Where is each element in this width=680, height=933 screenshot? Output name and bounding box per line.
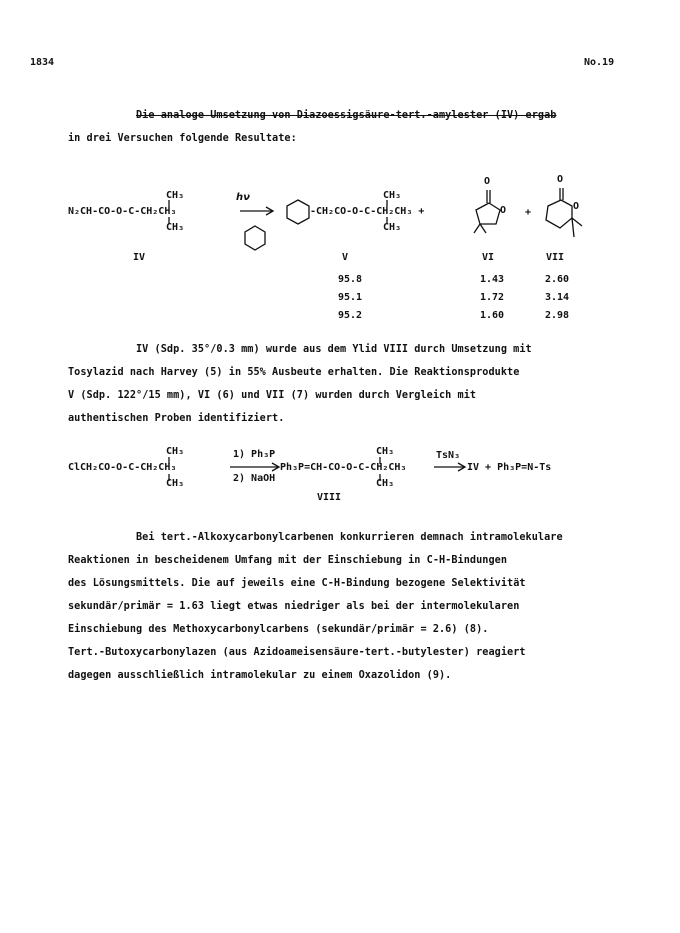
reactant-ch3-top: CH₃ — [166, 190, 185, 201]
tsn3-label: TsN₃ — [436, 450, 461, 461]
issue-number: No.19 — [584, 57, 615, 68]
result-1-v: 95.8 — [338, 274, 363, 285]
ring-o-vii: O — [573, 201, 580, 212]
product-v-formula: -CH₂CO-O-C-CH₂CH₃ + — [310, 206, 425, 217]
page-number: 1834 — [30, 57, 55, 68]
carbonyl-o-vii: O — [557, 174, 564, 185]
step-1-label: 1) Ph₃P — [233, 449, 276, 460]
plus-sign: + — [525, 207, 532, 218]
para3-line-6: Tert.-Butoxycarbonylazen (aus Azidoameisensäure-tert.-butylester) reagiert — [68, 647, 526, 658]
label-vii: VII — [546, 252, 565, 263]
para3-line-1: Bei tert.-Alkoxycarbonylcarbenen konkurrieren demnach intramolekulare — [136, 532, 563, 543]
ylid-formula: Ph₃P=CH-CO-O-C-CH₂CH₃ — [280, 462, 407, 473]
para2-line-3: V (Sdp. 122°/15 mm), VI (6) und VII (7) wurden durch Vergleich mit — [68, 390, 477, 401]
result-2-vi: 1.72 — [480, 292, 505, 303]
result-1-vii: 2.60 — [545, 274, 570, 285]
label-v: V — [342, 252, 349, 263]
ring-o-vi: O — [500, 205, 507, 216]
start-ch3-bottom: CH₃ — [166, 478, 185, 489]
result-1-vi: 1.43 — [480, 274, 505, 285]
label-vi: VI — [482, 252, 495, 263]
intro-line-2: in drei Versuchen folgende Resultate: — [68, 133, 297, 144]
label-viii: VIII — [317, 492, 342, 503]
product-ch3-bottom: CH₃ — [383, 222, 402, 233]
result-3-v: 95.2 — [338, 310, 363, 321]
para2-line-2: Tosylazid nach Harvey (5) in 55% Ausbeute erhalten. Die Reaktionsprodukte — [68, 367, 520, 378]
step-2-label: 2) NaOH — [233, 473, 276, 484]
ylid-ch3-bottom: CH₃ — [376, 478, 395, 489]
para3-line-3: des Lösungsmittels. Die auf jeweils eine C-H-Bindung bezogene Selektivität — [68, 578, 526, 589]
carbonyl-o-vi: O — [484, 176, 491, 187]
para2-line-1: IV (Sdp. 35°/0.3 mm) wurde aus dem Ylid VIII durch Umsetzung mit — [136, 344, 532, 355]
result-3-vi: 1.60 — [480, 310, 505, 321]
reactant-ch3-bottom: CH₃ — [166, 222, 185, 233]
result-2-v: 95.1 — [338, 292, 363, 303]
para3-line-5: Einschiebung des Methoxycarbonylcarbens (sekundär/primär = 2.6) (8). — [68, 624, 489, 635]
result-2-vii: 3.14 — [545, 292, 570, 303]
label-iv: IV — [133, 252, 146, 263]
reactant-formula: N₂CH-CO-O-C-CH₂CH₃ — [68, 206, 177, 217]
para3-line-7: dagegen ausschließlich intramolekular zu einem Oxazolidon (9). — [68, 670, 452, 681]
ylid-ch3-top: CH₃ — [376, 446, 395, 457]
intro-line-1: Die analoge Umsetzung von Diazoessigsäure-tert.-amylester (IV) ergab — [136, 110, 557, 121]
result-3-vii: 2.98 — [545, 310, 570, 321]
para3-line-4: sekundär/primär = 1.63 liegt etwas niedriger als bei der intermolekularen — [68, 601, 520, 612]
start-ch3-top: CH₃ — [166, 446, 185, 457]
products-formula: IV + Ph₃P=N-Ts — [467, 462, 552, 473]
start-formula: ClCH₂CO-O-C-CH₂CH₃ — [68, 462, 177, 473]
para3-line-2: Reaktionen in bescheidenem Umfang mit der Einschiebung in C-H-Bindungen — [68, 555, 508, 566]
product-ch3-top: CH₃ — [383, 190, 402, 201]
para2-line-4: authentischen Proben identifiziert. — [68, 413, 285, 424]
hv-label: hν — [236, 192, 250, 203]
